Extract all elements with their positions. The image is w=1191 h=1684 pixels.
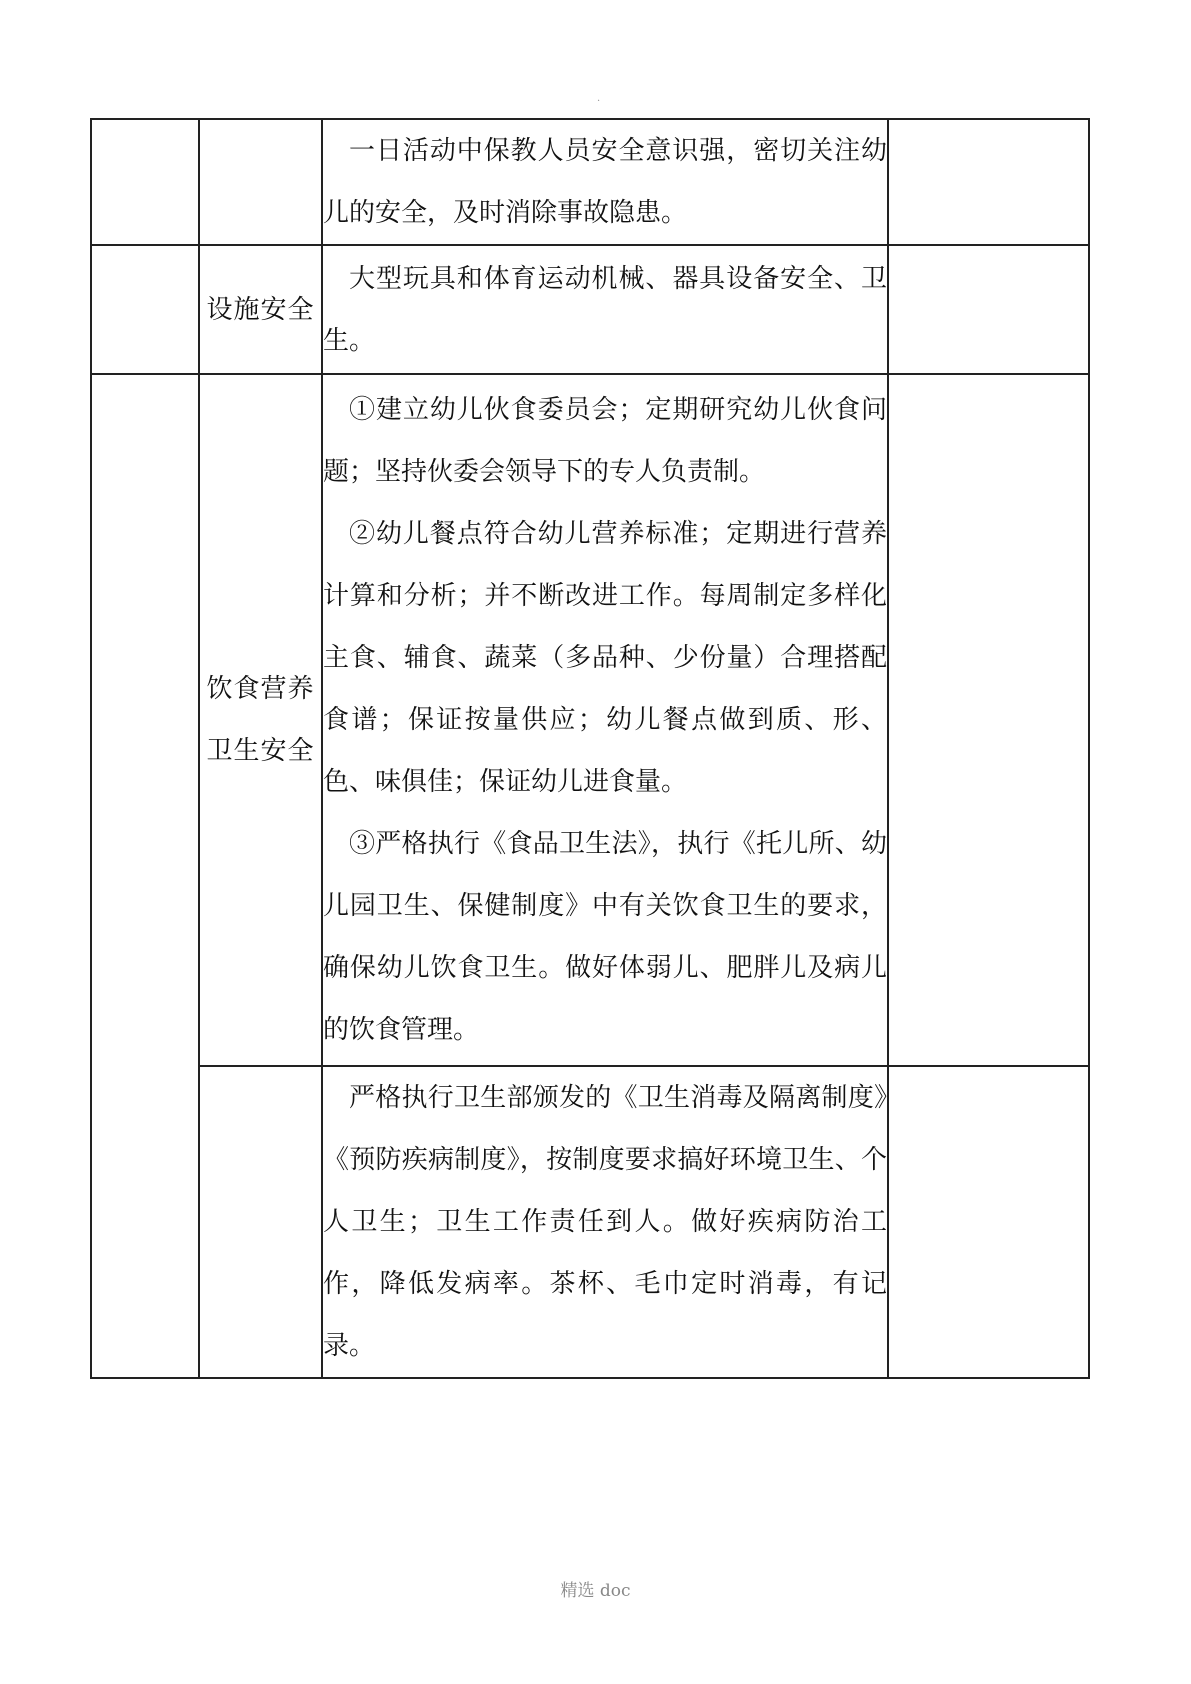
- category-cell: [199, 119, 322, 245]
- score-cell: [888, 1066, 1089, 1378]
- table-row: [91, 119, 1089, 245]
- content-cell: [322, 374, 888, 1066]
- table-row: [91, 374, 1089, 1066]
- category-cell: 饮食营养卫生安全: [199, 374, 322, 1066]
- content-cell: [322, 245, 888, 374]
- table-row: [91, 245, 1089, 374]
- content-paragraph: ①建立幼儿伙食委员会；定期研究幼儿伙食问题；坚持伙委会领导下的专人负责制。: [323, 395, 887, 487]
- content-cell: [322, 1066, 888, 1378]
- item-cell: [91, 374, 199, 1378]
- content-cell: [322, 119, 888, 245]
- content-paragraph: 严格执行卫生部颁发的《卫生消毒及隔离制度》《预防疾病制度》，按制度要求搞好环境卫生、个人卫生；卫生工作责任到人。做好疾病防治工作，降低发病率。茶杯、毛巾定时消毒，有记录。: [323, 1083, 887, 1361]
- content-paragraph: 大型玩具和体育运动机械、器具设备安全、卫生。: [323, 263, 887, 356]
- item-cell: [91, 119, 199, 245]
- content-paragraph: ②幼儿餐点符合幼儿营养标准；定期进行营养计算和分析；并不断改进工作。每周制定多样化主食、辅食、蔬菜（多品种、少份量）合理搭配食谱；保证按量供应；幼儿餐点做到质、形、色、味俱佳；保证幼儿进食量。: [323, 519, 887, 797]
- category-cell: 设施安全: [199, 245, 322, 374]
- score-cell: [888, 374, 1089, 1066]
- score-cell: [888, 119, 1089, 245]
- safety-checklist-table: [90, 118, 1090, 1379]
- header-mark: ·: [597, 96, 601, 107]
- score-cell: [888, 245, 1089, 374]
- page-footer: 精选 doc: [560, 1581, 631, 1601]
- item-cell: [91, 245, 199, 374]
- category-cell: [199, 1066, 322, 1378]
- content-paragraph: 一日活动中保教人员安全意识强，密切关注幼儿的安全，及时消除事故隐患。: [323, 136, 887, 228]
- content-paragraph: ③严格执行《食品卫生法》，执行《托儿所、幼儿园卫生、保健制度》中有关饮食卫生的要求，确保幼儿饮食卫生。做好体弱儿、肥胖儿及病儿的饮食管理。: [323, 829, 887, 1045]
- table-row: [91, 1066, 1089, 1378]
